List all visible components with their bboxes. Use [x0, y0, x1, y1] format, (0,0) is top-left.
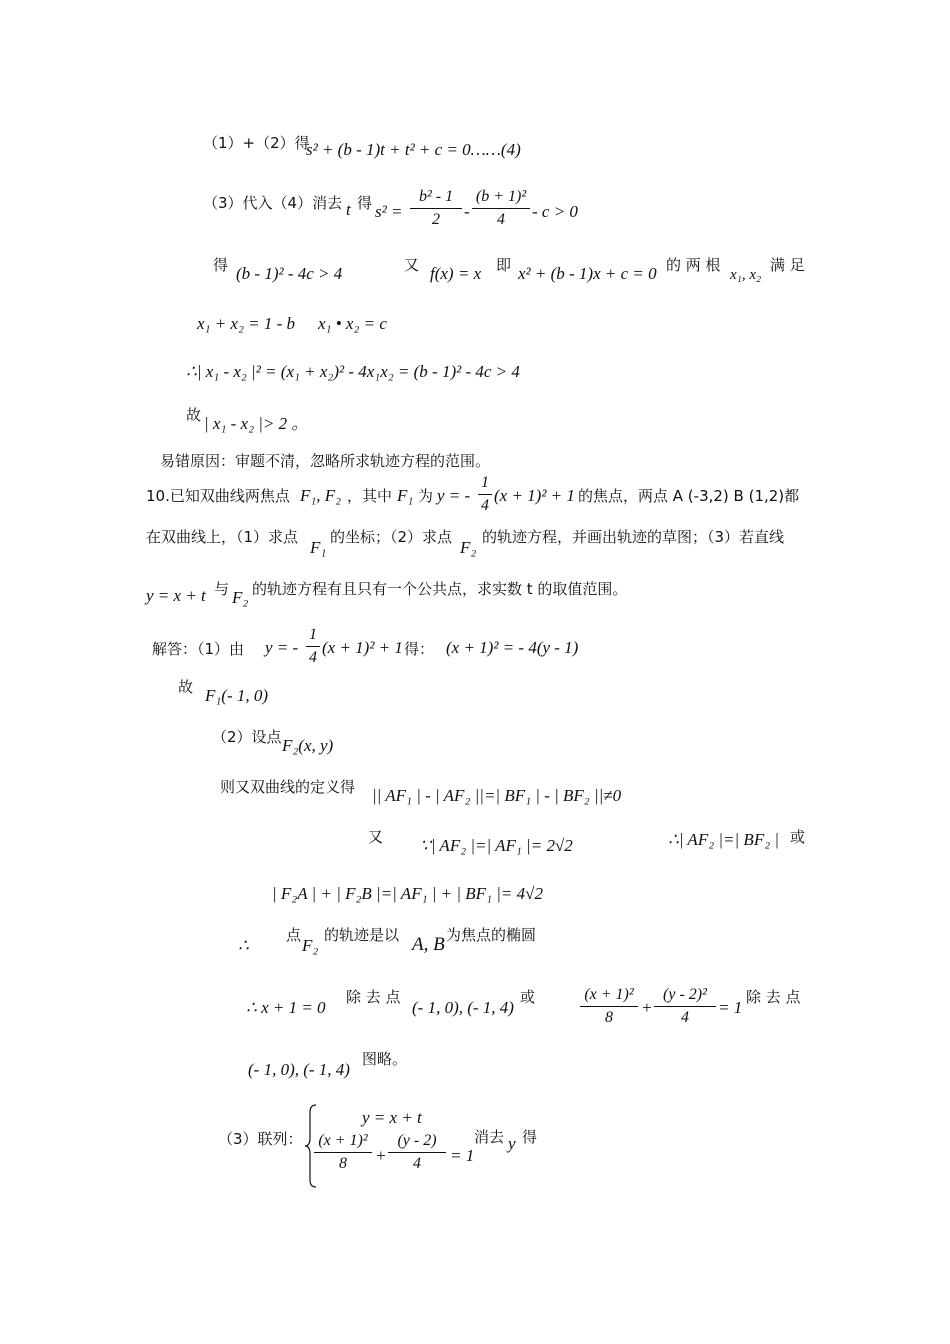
fraction-b-plus-1-sq-over-4	[472, 188, 530, 229]
fraction-numerator: 1	[309, 626, 317, 643]
dian-text: 点	[286, 926, 302, 944]
fraction-numerator: (x + 1)²	[318, 1132, 368, 1149]
locus-text: 的轨迹是以	[324, 926, 400, 944]
fx-eq-x: f(x) = x	[430, 264, 482, 283]
fraction-bar	[478, 494, 492, 495]
fraction-bar	[654, 1006, 716, 1007]
fraction-numerator: (y - 2)	[397, 1132, 437, 1149]
fraction-x-plus-1-sq-over-8	[580, 986, 638, 1027]
de-text-3: 得：	[404, 640, 435, 658]
fraction-bar	[314, 1152, 372, 1153]
two-roots-text: 的 两 根	[666, 256, 721, 274]
fraction-denominator: 8	[605, 1009, 613, 1026]
fraction-bar	[472, 208, 530, 209]
fraction-x-plus-1-sq-over-8-2	[314, 1132, 372, 1173]
fraction-bar	[410, 208, 462, 209]
focus-f1: F₁	[397, 486, 414, 505]
de-text-4: 得	[522, 1128, 538, 1146]
wei-text: 为	[418, 487, 434, 505]
figure-omitted-text: 图略。	[362, 1050, 408, 1068]
problem-10-q1: 在双曲线上，（1）求点	[146, 528, 299, 546]
fraction-denominator: 4	[309, 649, 317, 666]
huo-text-2: 或	[520, 988, 536, 1006]
f1-symbol: F₁	[310, 538, 327, 557]
de-text-2: 得	[213, 256, 229, 274]
fraction-bar	[580, 1006, 638, 1007]
yu-text: 与	[214, 580, 230, 598]
line-y-x-t: y = x + t	[146, 586, 206, 605]
fraction-y-minus-2-over-4	[388, 1132, 446, 1173]
fraction-bar	[306, 646, 320, 647]
equation-4: s² + (b - 1)t + t² + c = 0……(4)	[306, 140, 521, 159]
problem-10-q3: 的轨迹方程，并画出轨迹的草图；（3）若直线	[482, 528, 785, 546]
hyperbola-definition-text: 则又双曲线的定义得	[220, 778, 356, 796]
minus-c-gt-0: - c > 0	[532, 202, 578, 221]
minus-sign: -	[464, 202, 470, 221]
exclude-points-text-2: 除 去 点	[746, 988, 801, 1006]
equals-one: = 1	[718, 998, 743, 1017]
fraction-denominator: 4	[481, 497, 489, 514]
vieta-sum: x₁ + x₂ = 1 - b	[197, 314, 296, 333]
solution-part1: 解答：（1）由	[152, 640, 245, 658]
excluded-points-2: (- 1, 0), (- 1, 4)	[248, 1060, 350, 1079]
fraction-denominator: 2	[432, 211, 440, 228]
step-3-label: （3）代入（4）消去	[203, 194, 343, 212]
fraction-denominator: 4	[497, 211, 505, 228]
var-y: y	[508, 1134, 516, 1153]
solution-parabola-rest: (x + 1)² + 1	[322, 638, 403, 657]
step2-label: （2）设点	[212, 728, 282, 746]
problem-10-q3-rest: 的轨迹方程有且只有一个公共点，求实数 t 的取值范围。	[252, 580, 628, 598]
vieta-product: x₁ • x₂ = c	[318, 314, 387, 333]
fraction-one-quarter-2	[306, 626, 320, 667]
you-text-2: 又	[368, 828, 384, 846]
gu-text-2: 故	[178, 678, 194, 696]
excluded-points: (- 1, 0), (- 1, 4)	[412, 998, 514, 1017]
fraction-one-quarter	[478, 474, 492, 515]
fraction-numerator: b² - 1	[418, 188, 454, 205]
solution-y-eq: y = -	[265, 638, 299, 657]
you-text: 又	[404, 256, 420, 274]
af2-eq-bf2: ∴| AF₂ |=| BF₂ |	[668, 830, 780, 849]
problem-10-intro: 10.已知双曲线两焦点	[146, 487, 290, 505]
f2-symbol: F₂	[460, 538, 477, 557]
fraction-numerator: 1	[481, 474, 489, 491]
foci-f1-f2: F₁, F₂	[300, 486, 342, 505]
eliminate-text: 消去	[474, 1128, 505, 1146]
step-1-2-label: （1）+（2）得	[203, 134, 310, 152]
roots-x1-x2: x₁, x₂	[730, 267, 762, 283]
f1-coordinates: F₁(- 1, 0)	[205, 686, 269, 705]
var-t: t	[346, 200, 351, 219]
fraction-denominator: 8	[339, 1155, 347, 1172]
ellipse-text: 为焦点的椭圆	[446, 926, 537, 944]
fraction-denominator: 4	[413, 1155, 421, 1172]
problem-10-points: 的焦点，两点 A (-3,2) B (1,2)都	[578, 487, 800, 505]
fraction-y-minus-2-sq-over-4	[654, 986, 716, 1027]
de-text: 得	[357, 194, 373, 212]
fraction-numerator: (b + 1)²	[475, 188, 527, 205]
fraction-b2-1-over-2	[410, 188, 462, 229]
parabola-y-eq: y = -	[437, 486, 471, 505]
f2-symbol-2: F₂	[232, 588, 249, 607]
gu-text: 故	[186, 406, 202, 424]
therefore-symbol: ∴	[238, 936, 249, 955]
exclude-points-text: 除 去 点	[346, 988, 401, 1006]
f2-xy: F₂(x, y)	[282, 736, 334, 755]
step3-label: （3）联列：	[218, 1130, 303, 1148]
quadratic-eq: x² + (b - 1)x + c = 0	[518, 264, 657, 283]
line-x-plus-1-eq-0: ∴ x + 1 = 0	[246, 998, 326, 1017]
system-line-equation: y = x + t	[362, 1108, 422, 1127]
discriminant-ineq: (b - 1)² - 4c > 4	[236, 264, 343, 283]
f2-symbol-3: F₂	[302, 936, 319, 955]
points-a-b: A, B	[412, 934, 445, 955]
satisfy-text: 满 足	[770, 256, 805, 274]
parabola-standard-form: (x + 1)² = - 4(y - 1)	[446, 638, 579, 657]
af-equal-eq: ∵| AF₂ |=| AF₁ |= 2√2	[420, 836, 573, 855]
hyperbola-definition-eq: || AF₁ | - | AF₂ ||=| BF₁ | - | BF₂ ||≠0	[372, 786, 622, 805]
s-squared-eq: s² =	[375, 202, 403, 221]
plus-sign: +	[641, 998, 653, 1017]
fraction-numerator: (y - 2)²	[663, 986, 707, 1003]
huo-text: 或	[790, 828, 806, 846]
equals-one-2: = 1	[450, 1146, 475, 1165]
qizhong-text: ，其中	[347, 487, 393, 505]
fraction-numerator: (x + 1)²	[584, 986, 634, 1003]
fraction-denominator: 4	[681, 1009, 689, 1026]
ellipse-sum-eq: | F₂A | + | F₂B |=| AF₁ | + | BF₁ |= 4√2	[272, 884, 543, 903]
problem-10-q2: 的坐标；（2）求点	[330, 528, 453, 546]
abs-diff-gt-2: | x₁ - x₂ |> 2 。	[204, 414, 309, 433]
parabola-rest: (x + 1)² + 1	[494, 486, 575, 505]
fraction-bar	[388, 1152, 446, 1153]
error-reason: 易错原因：审题不清，忽略所求轨迹方程的范围。	[160, 452, 491, 470]
plus-sign-2: +	[375, 1146, 387, 1165]
difference-squared-eq: ∴| x₁ - x₂ |² = (x₁ + x₂)² - 4x₁x₂ = (b - 1)² - 4c > 4	[186, 362, 520, 381]
ji-text: 即	[496, 256, 512, 274]
